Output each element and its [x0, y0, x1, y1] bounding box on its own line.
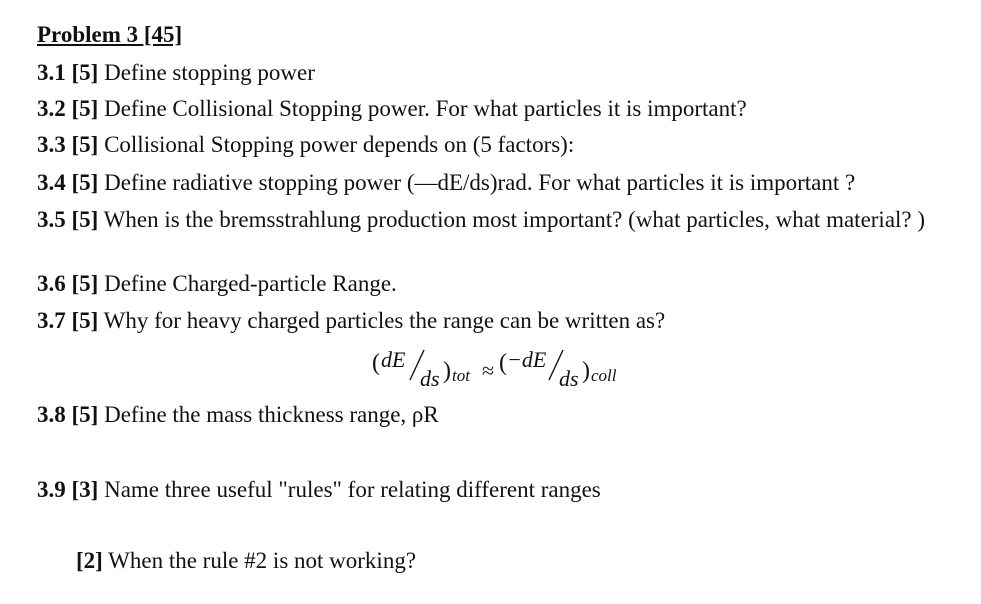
question-number: 3.6 [5] [37, 271, 99, 296]
question-number: 3.4 [5] [37, 170, 99, 195]
formula-lhs-subscript: tot [452, 366, 470, 385]
question-3-3 [37, 132, 574, 158]
formula-close-paren: ) [582, 358, 590, 384]
question-3-4 [37, 170, 855, 196]
question-text: When is the bremsstrahlung production most important? (what particles, what material? ) [98, 207, 926, 232]
formula-open-paren: ( [372, 350, 380, 376]
question-3-9 [37, 477, 601, 503]
question-number: 3.1 [5] [37, 60, 99, 85]
formula-approx-sign: ≈ [482, 358, 495, 383]
formula-lhs-numerator: dE [381, 347, 406, 372]
formula-rhs-numerator: −dE [507, 347, 547, 372]
question-number: 3.5 [5] [37, 207, 99, 232]
question-3-1 [37, 60, 315, 86]
question-3-6 [37, 271, 397, 297]
question-text: Define radiative stopping power (—dE/ds)rad. For what particles it is important ? [98, 170, 856, 195]
question-number: 3.9 [3] [37, 477, 99, 502]
formula-rhs-denominator: ds [559, 366, 579, 390]
question-number: 3.3 [5] [37, 132, 99, 157]
question-text: Define Charged-particle Range. [98, 271, 397, 296]
question-text: Why for heavy charged particles the range can be written as? [98, 308, 666, 333]
question-number: 3.8 [5] [37, 402, 99, 427]
question-number: [2] [76, 548, 103, 573]
formula-rhs-subscript: coll [591, 366, 617, 385]
question-3-7 [37, 308, 665, 334]
question-text: Name three useful "rules" for relating different ranges [98, 477, 601, 502]
question-3-5 [37, 206, 955, 234]
question-text: Define the mass thickness range, ρR [98, 402, 439, 427]
question-3-8 [37, 402, 439, 428]
formula-lhs-denominator: ds [420, 366, 440, 390]
formula-close-paren: ) [443, 358, 451, 384]
question-3-2 [37, 96, 747, 122]
question-text: Collisional Stopping power depends on (5 factors): [98, 132, 575, 157]
question-text: Define Collisional Stopping power. For what particles it is important? [98, 96, 747, 121]
formula-open-paren: ( [499, 350, 507, 376]
question-text: Define stopping power [98, 60, 315, 85]
range-formula [372, 342, 632, 390]
question-number: 3.2 [5] [37, 96, 99, 121]
question-text: When the rule #2 is not working? [102, 548, 417, 573]
problem-title: Problem 3 [45] [37, 22, 183, 47]
question-number: 3.7 [5] [37, 308, 99, 333]
question-3-9-part-2 [76, 548, 416, 574]
